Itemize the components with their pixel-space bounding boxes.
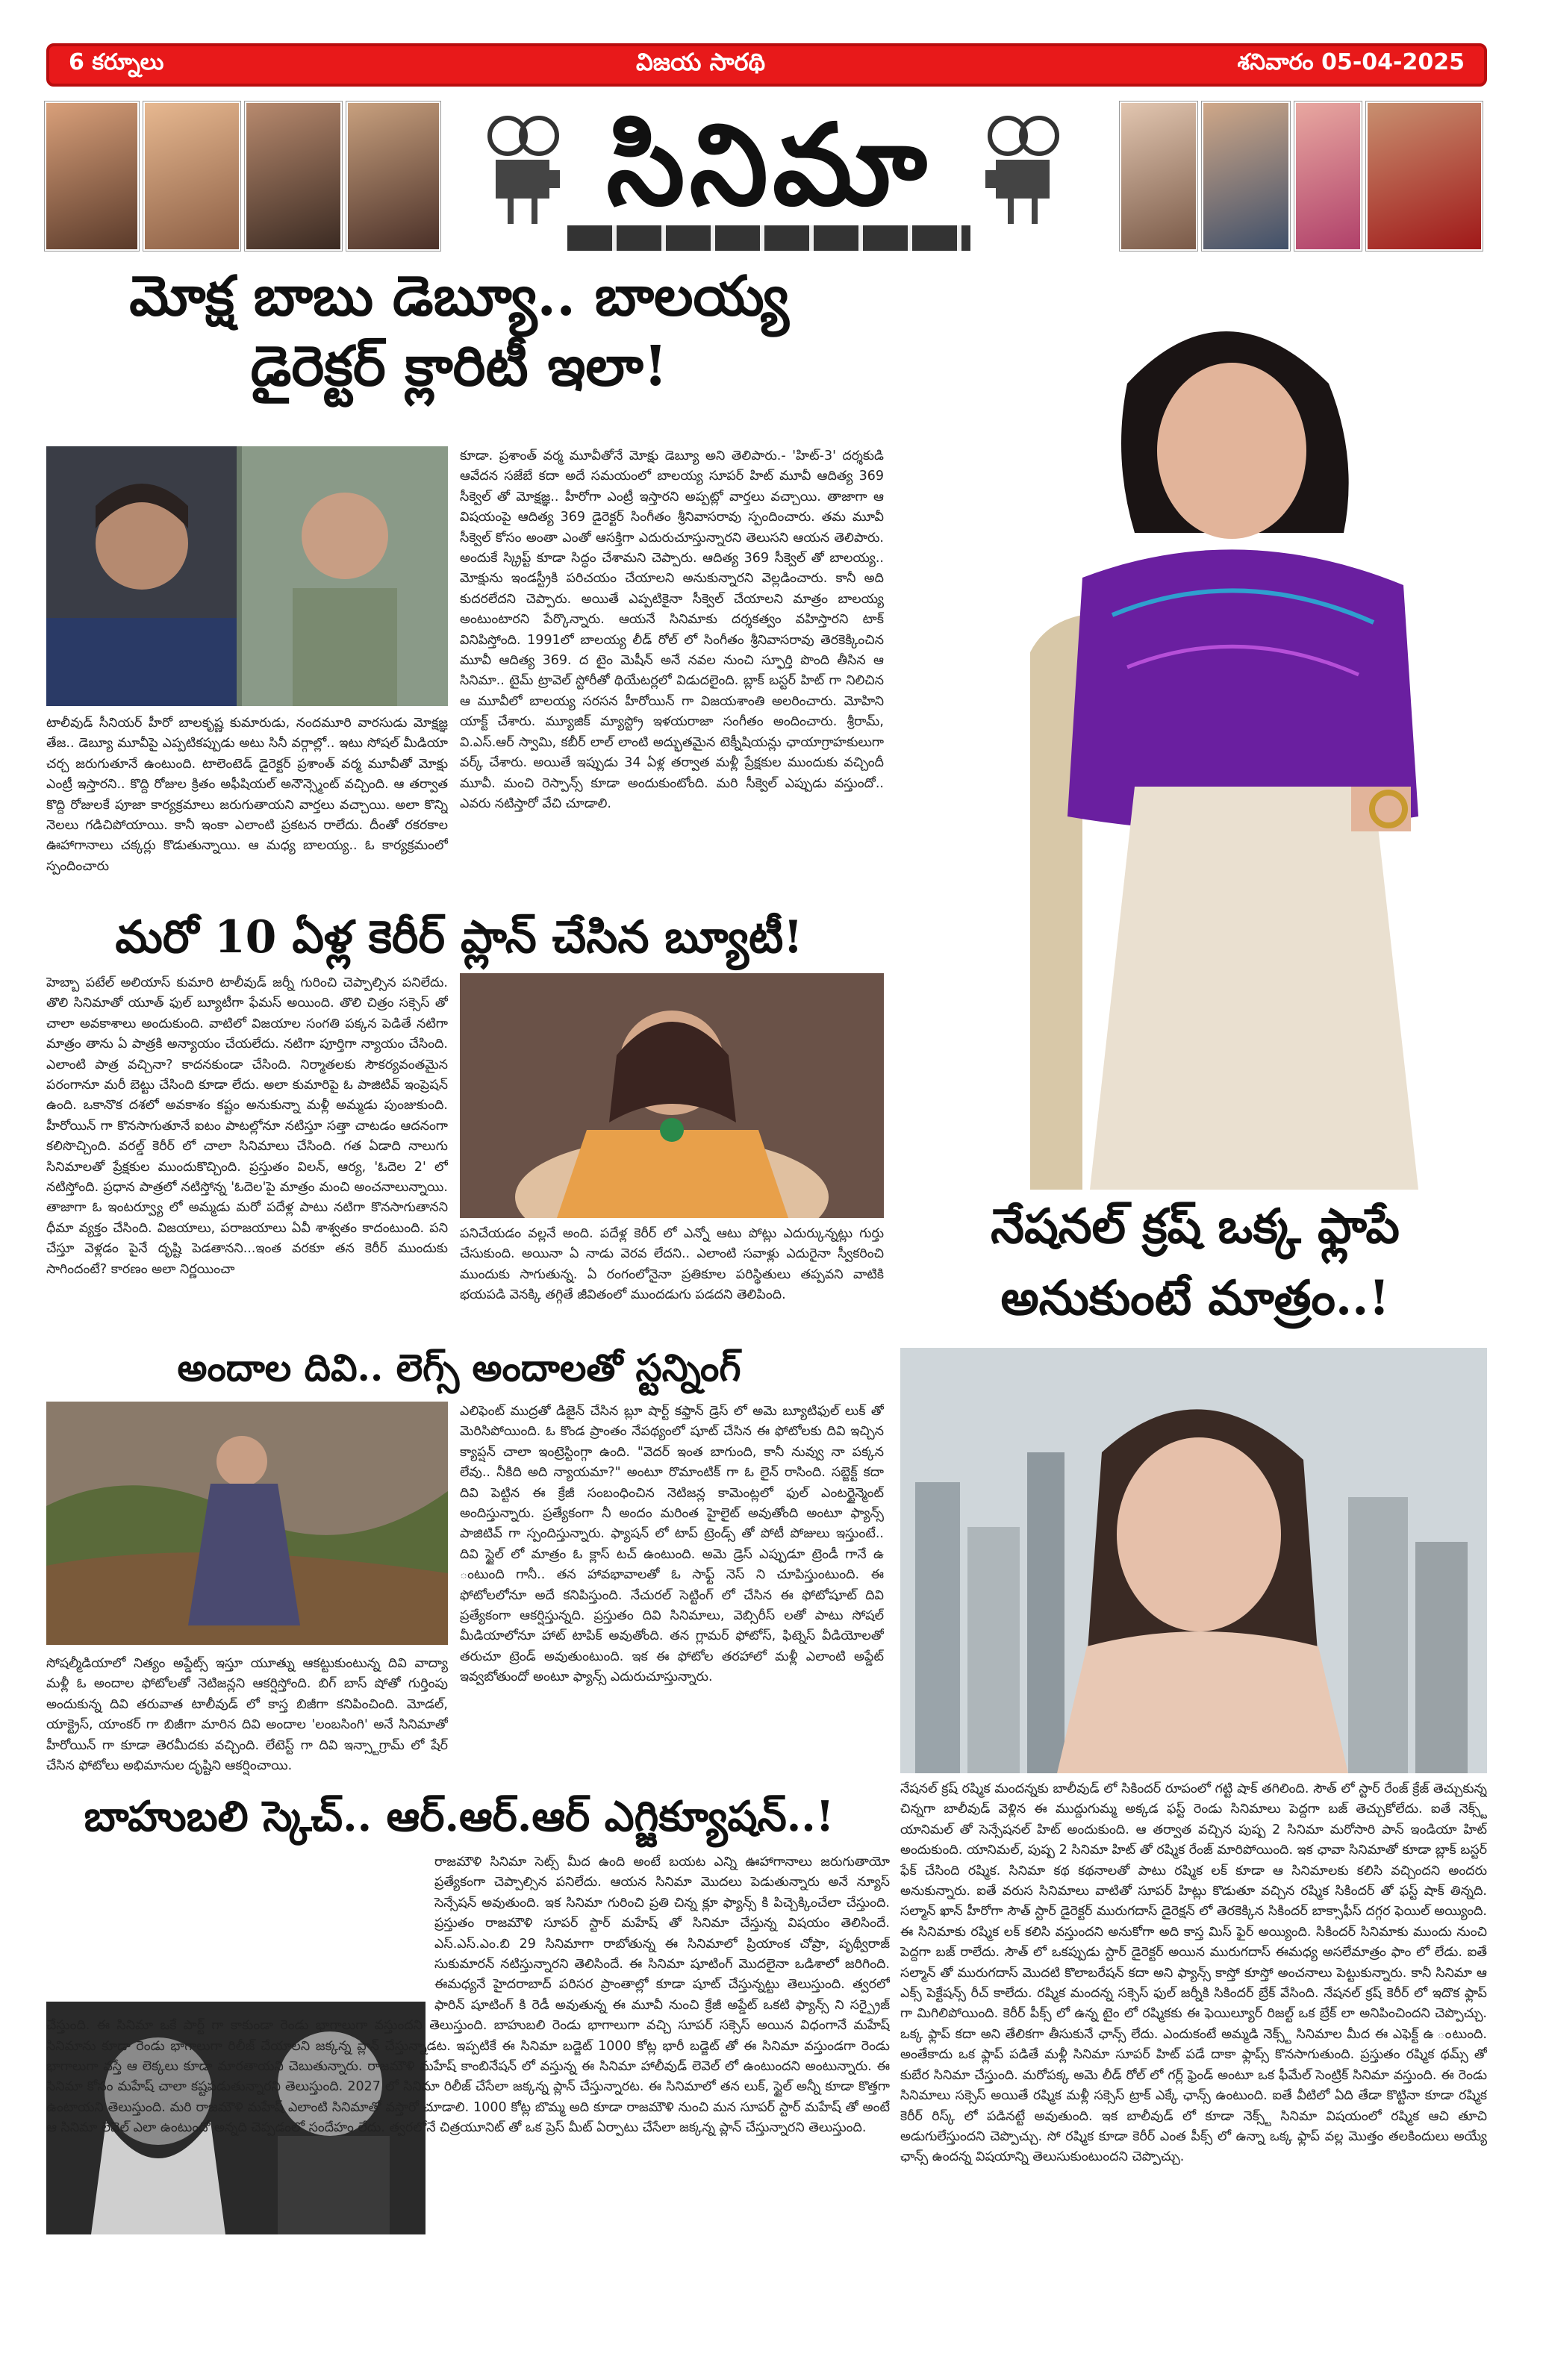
article-1-text-left: టాలీవుడ్ సీనియర్ హీరో బాలకృష్ణ కుమారుడు, నందమూరి వారసుడు మోక్షజ్ఞ తేజ.. డెబ్యూ మూవీపై ఎప్పటికప్పుడు అటు సినీ వర్గాల్లో.. ఇటు సోషల్ మీడియా చర్చ జరుగుతూనే ఉంటుంది. టాలెంటెడ్ డైరెక్టర్ ప్రశాంత్ వర్మ మూవీతో మోక్షు ఎంట్రీ ఇస్తారని.. కొద్ది రోజుల క్రితం అఫీషియల్ అనౌన్స్మెంట్ వచ్చింది. ఆ తర్వాత కొద్ది రోజులకే పూజా కార్యక్రమాలు జరుగుతాయని వార్తలు వచ్చాయి. అలా కొన్ని నెలలు గడిచిపోయాయి. కానీ ఇంకా ఎలాంటి ప్రకటన రాలేదు. దీంతో రకరకాల ఊహాగానాలు చక్కర్లు కొడుతున్నాయి. ఆ మధ్య బాలయ్య.. ఓ కార్యక్రమంలో స్పందించారు <box>46 716 448 874</box>
cinema-banner <box>485 99 1060 255</box>
article-5-text: నేషనల్ క్రష్ రష్మిక మందన్నకు బాలీవుడ్ లో సికిందర్ రూపంలో గట్టి షాక్ తగిలింది. సౌత్ లో స్టార్ రేంజ్ క్రేజ్ తెచ్చుకున్న చిన్నగా బాలీవుడ్ వెళ్లిన ఈ ముద్దుగుమ్మ అక్కడ ఫస్ట్ రెండు సినిమాలు పెద్దగా బజ్ తెచ్చుకోలేదు. ఐతే నెక్స్ట్ యానిమల్ తో సెన్సేషనల్ హిట్ అందుకుంది. ఆ తర్వాత వచ్చిన పుష్ప 2 సినిమా మరోసారి పాన్ ఇండియా హిట్ అందుకుంది. యానిమల్, పుష్ప 2 సినిమా హిట్ తో రష్మిక రేంజ్ మారిపోయింది. ఇక ఛావా సినిమాతో కూడా బ్లాక్ బస్టర్ ఫేక్ చేసింది రష్మిక. సినిమా కథ కథనాలతో పాటు రష్మిక లక్ కూడా ఆ సినిమాలకు కలిసి వచ్చిందని అందరు అనుకున్నారు. ఐతే వరుస సినిమాలు వాటితో సూపర్ హిట్లు కొడుతూ వచ్చిన రష్మిక సికిందర్ తో ఫస్ట్ షాక్ తిన్నది. సల్మాన్ ఖాన్ హీరోగా సౌత్ స్టార్ డైరెక్టర్ మురుగదాస్ డైరెక్షన్ లో తెరకెక్కిన సికిందర్ బాక్సాఫీస్ దగ్గర ఫెయిల్ అయ్యింది. ఈ సినిమాకు రష్మిక లక్ కలిసి వస్తుందని అనుకోగా అది కాస్త మిస్ ఫైర్ అయ్యింది. సికిందర్ సినిమాకు ముందు నుంచి పెద్దగా బజ్ రాలేదు. సౌత్ లో ఒకప్పుడు స్టార్ డైరెక్టర్ అయిన మురుగదాస్ ఈమధ్య అసలేమాత్రం ఫాం లో లేడు. ఐతే సల్మాన్ తో మురుగదాస్ మొదటి కొలాబరేషన్ కదా అని ఫ్యాన్స్ కాస్తో కూస్తో అంచనాలు పెట్టుకున్నారు. కానీ సినిమా ఆ ఎక్స్ పెక్టేషన్స్ రీచ్ కాలేదు. రష్మిక మందన్న సక్సెస్ ఫుల్ జర్నీకి సికిందర్ బ్రేక్ వేసింది. నేషనల్ క్రష్ కెరీర్ లో ఇదొక ఫ్లాప్ గా మిగిలిపోయింది. కెరీర్ పీక్స్ లో ఉన్న టైం లో రష్మికకు ఈ ఫెయిల్యూర్ రిజల్ట్ ఒక బ్రేక్ లా అనిపించిందని చెప్పొచ్చు. ఒక్క ఫ్లాప్ కదా అని తేలికగా తీసుకునే ఛాన్స్ లేదు. ఎందుకంటే అమ్మడి నెక్స్ట్ సినిమాల మీద ఈ ఎఫెక్ట్ ఉ ంటుంది. అంతేకాదు ఒక ఫ్లాప్ పడితే మళ్లీ సినిమా సూపర్ హిట్ పడే దాకా ఫ్లాప్స్ కొనసాగుతుంది. ప్రస్తుతం రష్మిక థమ్స్ తో కుబేర సినిమా చేస్తుంది. మరోపక్క అమె లీడ్ రోల్ లో గర్ల్ ఫ్రెండ్ అంటూ ఒక ఫీమేల్ సెంట్రిక్ సినిమా వస్తుంది. ఈ రెండు సినిమాలు సక్సెస్ అయితే రష్మిక మళ్లీ సక్సెస్ ట్రాక్ ఎక్కే ఛాన్స్ ఉంటుంది. ఐతే వీటిలో ఏది తేడా కొట్టినా కూడా రష్మిక కెరీర్ రిస్క్ లో పడినట్టే అవుతుంది. ఇక బాలీవుడ్ లో కూడా నెక్స్ట్ సినిమా విషయంలో రష్మిక ఆచి తూచి అడుగులేస్తుందని చెప్పొచ్చు. సో రష్మిక కూడా కెరీర్ ఎంత పీక్స్ లో ఉన్నా ఒక్క ఫ్లాప్ వల్ల మొత్తం తలకిందులు అయ్యే ఛాన్స్ ఉందన్న విషయాన్ని తెలుసుకుంటుందని చెప్పొచ్చు. <box>900 1781 1487 2165</box>
article-2-text-left: హెబ్బా పటేల్ అలియాస్ కుమారి టాలీవుడ్ జర్నీ గురించి చెప్పాల్సిన పనిలేదు. తొలి సినిమాతో యూత్ ఫుల్ బ్యూటీగా ఫేమస్ అయింది. తొలి చిత్రం సక్సెస్ తో చాలా అవకాశాలు అందుకుంది. వాటిలో విజయాల సంగతి పక్కన పెడితే నటిగా మాత్రం తాను ఏ పాత్రకి అన్యాయం చేయలేదు. నటిగా పూర్తిగా న్యాయం చేసింది. ఎలాంటి పాత్ర వచ్చినా? కాదనకుండా చేసింది. నిర్మాతలకు సౌకర్యవంతమైన పరంగానూ మరీ బెట్టు చేసింది కూడా లేదు. అలా కుమారిపై ఓ పాజిటివ్ ఇంప్రెషన్ ఉంది. ఒకానొక దశలో అవకాశం కష్టం అనుకున్నా మళ్లీ అమ్మడు పుంజుకుంది. హీరోయిన్ గా కొనసాగుతూనే ఐటం పాటల్లోనూ నటిస్తూ సత్తా చాటడం ఆదనంగా కలిసొచ్చింది. వరల్డ్ కెరీర్ లో చాలా సినిమాలు చేసింది. గత ఏడాది నాలుగు సినిమాలతో ప్రేక్షకుల ముందుకొచ్చింది. ప్రస్తుతం విలన్, ఆర్య, 'ఓదెల 2' లో నటిస్తోంది. ప్రధాన పాత్రలో నటిస్తోన్న 'ఓదెల'పై మాత్రం మంచి అంచనాలున్నాయి. తాజాగా ఓ ఇంటర్వ్యూ లో అమ్మడు మరో పదేళ్ల పాటు నటిగా కొనసాగుతానని ధీమా వ్యక్తం చేసింది. విజయాలు, పరాజయాలు ఏవీ శాశ్వతం కాదంటుంది. పని చేస్తూ వెళ్లడం పైనే దృష్టి పెడతానని...ఇంత వరకూ తన కెరీర్ ముందుకు సాగిందంటే? కారణం అలా నిర్ణయించా <box>46 975 448 1277</box>
article-4-headline: బాహుబలి స్కెచ్.. ఆర్.ఆర్.ఆర్ ఎగ్జిక్యూషన్..! <box>84 1792 835 1841</box>
strip-photo-actor-1 <box>143 101 240 251</box>
page-number: 6 కర్నూలు <box>69 49 164 75</box>
article-1-headline <box>30 261 888 402</box>
film-projector-icon <box>985 113 1060 225</box>
article-2-photo <box>460 973 884 1218</box>
article-5-headline-line-1: నేషనల్ క్రష్ ఒక్క ఫ్లాపే <box>991 1199 1400 1255</box>
photo-spacer <box>46 1852 434 2002</box>
issue-date: శనివారం 05-04-2025 <box>1237 49 1465 75</box>
article-2-headline: మరో 10 ఏళ్ల కెరీర్ ప్లాన్ చేసిన బ్యూటీ! <box>115 911 803 963</box>
article-1-text-right: కూడా. ప్రశాంత్ వర్మ మూవీతోనే మోక్షు డెబ్యూ అని తెలిపారు.- 'హిట్-3' దర్శకుడి ఆవేదన సజేబే కదా అదే సమయంలో బాలయ్య సూపర్ హిట్ మూవీ ఆదిత్య 369 సీక్వెల్ తో మోక్షజ్ఞ.. హీరోగా ఎంట్రీ ఇస్తారని అప్పట్లో వార్తలు వచ్చాయి. తాజాగా ఆ విషయంపై ఆదిత్య 369 డైరెక్టర్ సింగీతం శ్రీనివాసరావు స్పందించారు. తమ మూవీ సీక్వెల్ కోసం అంతా ఎంతో ఆసక్తిగా ఎదురుచూస్తున్నారని తెలుసని ఆయన తెలిపారు. అందుకే స్క్రిప్ట్ కూడా సిద్ధం చేశామని చెప్పారు. ఆదిత్య 369 సీక్వెల్ తో బాలయ్య.. మోక్షును ఇండస్ట్రీకి పరిచయం చేయాలని అనుకున్నారని వెల్లడించారు. కానీ అది కుదరలేదని చెప్పారు. అయితే ఎప్పటికైనా సీక్వెల్ చేయాలని మాత్రం బాలయ్య అంటుంటారని పేర్కొన్నారు. ఆయనే సినిమాకు దర్శకత్వం వహిస్తారని టాక్ వినిపిస్తోంది. 1991లో బాలయ్య లీడ్ రోల్ లో సింగీతం శ్రీనివాసరావు తెరకెక్కించిన మూవీ ఆదిత్య 369. ద టైం మెషీన్ అనే నవల నుంచి స్ఫూర్తి పొంది తీసిన ఆ సినిమా.. టైమ్ ట్రావెల్ స్టోరీతో థియేటర్లలో విడుదలైంది. బ్లాక్ బస్టర్ హిట్ గా నిలిచిన ఆ మూవీలో బాలయ్య సరసన హీరోయిన్ గా విజయశాంతి అలరించారు. మోహిని యాక్ట్ చేశారు. మ్యూజిక్ మ్యాస్ట్రో ఇళయరాజా సంగీతం అందించారు. శ్రీరామ్, వి.ఎస్.ఆర్ స్వామి, కబీర్ లాల్ లాంటి అద్భుతమైన టెక్నీషియన్లు ఛాయాగ్రాహకులుగా వర్క్ చేశారు. అయితే ఇప్పుడు 34 ఏళ్ల తర్వాత మళ్లీ ప్రేక్షకుల ముందుకు వచ్చిందీ మూవీ. మంచి రెస్పాన్స్ కూడా అందుకుంటోంది. మరి సీక్వెల్ ఎప్పుడు వస్తుందో.. ఎవరు నటిస్తారో వేచి చూడాలి. <box>460 449 884 811</box>
article-5-headline-line-2: అనుకుంటే మాత్రం..! <box>1000 1270 1390 1326</box>
article-1-photo <box>46 446 448 706</box>
strip-photo-actress-3 <box>1120 101 1197 251</box>
article-3-text-right: ఎలిఫెంట్ ముద్రతో డిజైన్ చేసిన బ్లూ షార్ట్ కఫ్తాన్ డ్రెస్ లో అమె బ్యూటిఫుల్ లుక్ తో మెరిసిపోయింది. ఓ కొండ ప్రాంతం నేపథ్యంలో షూట్ చేసిన ఈ ఫోటోలకు దివి ఇచ్చిన క్యాప్షన్ చాలా ఇంట్రెస్టింగ్గా ఉంది. "వెదర్ ఇంత బాగుంది, కానీ నువ్వు నా పక్కన లేవు.. నీకిది అది న్యాయమా?" అంటూ రొమాంటిక్ గా ఓ లైన్ రాసింది. సబ్జెక్ట్ కదా దివి పెట్టిన ఈ క్రేజీ సంబంధించిన నెటిజన్ల కామెంట్లలో ఫుల్ ఎంటర్టైన్మెంట్ అందిస్తున్నారు. ప్రత్యేకంగా నీ అందం మరింత హైలైట్ అవుతోంది అంటూ ఫ్యాన్స్ పాజిటివ్ గా స్పందిస్తున్నారు. ఫ్యాషన్ లో టాప్ ట్రెండ్స్ తో పోటీ పోజులు ఇస్తుంటే.. దివి స్టైల్ లో మాత్రం ఓ క్లాస్ టచ్ ఉంటుంది. అమె డ్రెస్ ఎప్పుడూ ట్రెండీ గానే ఉ ంటుంది గానీ.. తన హావభావాలతో ఓ సాఫ్ట్ నెస్ ని చూపిస్తుంటుంది. ఈ ఫోటోలలోనూ అదే కనిపిస్తుంది. నేచురల్ సెట్టింగ్ లో చేసిన ఈ ఫోటోషూట్ దివి ప్రత్యేకంగా ఆకర్షిస్తున్నది. ప్రస్తుతం దివి సినిమాలు, వెబ్సిరీస్ లతో పాటు సోషల్ మీడియాలోనూ హాట్ టాపిక్ అవుతోంది. తన గ్లామర్ ఫోటోస్, ఫిట్నెస్ వీడియోలతో తరుచూ ట్రెండ్ అవుతుంటుంది. ఇక ఈ ఫోటోల తరహాలో మళ్లీ ఎలాంటి అప్డేట్ ఇవ్వబోతుందో అంటూ ఫ్యాన్స్ ఎదురుచూస్తున్నారు. <box>460 1404 884 1685</box>
film-projector-icon <box>485 113 560 225</box>
section-title: సినిమా <box>606 99 932 231</box>
article-5-photo <box>900 1348 1487 1773</box>
article-3-text-left: సోషల్మీడియాలో నిత్యం అప్డేట్స్ ఇస్తూ యూత్ను ఆకట్టుకుంటున్న దివి వాద్యా మళ్లీ ఓ అందాల ఫోటోలతో నెటిజన్లని ఆకర్షిస్తోంది. బిగ్ బాస్ షోతో గుర్తింపు అందుకున్న దివి తరువాత టాలీవుడ్ లో కాస్త బిజీగా కనిపించింది. మోడల్, యాక్ట్రెస్, యాంకర్ గా బిజీగా మారిన దివి అందాల 'లంబసింగి' అనే సినిమాతో హీరోయిన్ గా కూడా తెరమీదకు వచ్చింది. లేటెస్ట్ గా దివి ఇన్స్టాగ్రామ్ లో షేర్ చేసిన ఫోటోలు అభిమానుల దృష్టిని ఆకర్షించాయి. <box>46 1656 448 1774</box>
header-band <box>46 43 1487 87</box>
strip-photo-actor-2 <box>346 101 440 251</box>
strip-photo-actor-4 <box>1366 101 1483 251</box>
strip-photo-actress-2 <box>245 101 342 251</box>
article-5-headline <box>900 1191 1490 1334</box>
strip-photo-actress-4 <box>1294 101 1362 251</box>
article-1-headline-line-2: డైరెక్టర్ క్లారిటీ ఇలా! <box>250 334 668 399</box>
strip-photo-actor-3 <box>1202 101 1290 251</box>
article-1-headline-line-1: మోక్ష బాబు డెబ్యూ.. బాలయ్య <box>129 264 789 328</box>
article-4-text-body: రాజమౌళి సినిమా సెట్స్ మీద ఉంది అంటే బయట ఎన్ని ఊహాగానాలు జరుగుతాయో ప్రత్యేకంగా చెప్పాల్సిన పనిలేదు. ఆయన సినిమా మొదలు పెడుతున్నారు అనే న్యూస్ సెన్సేషన్ అవుతుంది. ఇక సినిమా గురించి ప్రతి చిన్న క్లూ ఫ్యాన్స్ కి పిచ్చెక్కించేలా చేస్తుంది. ప్రస్తుతం రాజమౌళి సూపర్ స్టార్ మహేష్ తో సినిమా చేస్తున్న విషయం తెలిసిందే. ఎస్.ఎస్.ఎం.బి 29 సినిమాగా రాబోతున్న ఈ సినిమాలో ప్రియాంక చోప్రా, పృథ్వీరాజ్ సుకుమారన్ నటిస్తున్నారని తెలిసిందే. ఈ సినిమా షూటింగ్ మొదలైనా ఒడిశాలో జరిగింది. ఈమధ్యనే హైదరాబాద్ పరిసర ప్రాంతాల్లో కూడా షూట్ చేస్తున్నట్టు తెలుస్తుంది. త్వరలో ఫారిన్ షూటింగ్ కి రెడీ అవుతున్న ఈ మూవీ నుంచి క్రేజీ అప్డేట్ ఒకటి ఫ్యాన్స్ ని సర్ప్రైజ్ చేస్తుంది. ఈ సినిమా ఒకే పార్ట్ గా కాకుండా రెండు భాగాలుగా వస్తుందని తెలుస్తుంది. బాహుబలి రెండు భాగాలుగా వచ్చి సూపర్ సక్సెస్ అయిన విధంగానే మహేష్ సినిమాను కూడా రెండు భాగాలుగా రిలీజ్ చేయాలని జక్కన్న ప్లాన్ చేస్తున్నాడట. ఇప్పటికే ఈ సినిమా బడ్జెట్ 1000 కోట్ల భారీ బడ్జెట్ తో ఈ సినిమా వస్తుండగా రెండు భాగాలుగా వస్తే ఆ లెక్కలు కూడా మారతాయని చెబుతున్నారు. రాజమౌళి మహేష్ కాంబినేషన్ లో వస్తున్న ఈ సినిమా హాలీవుడ్ లెవెల్ లో ఉంటుందని అంటున్నారు. ఈ సినిమా కోసం మహేష్ చాలా కష్టపడుతున్నారని తెలుస్తుంది. 2027 లో సినిమా రిలీజ్ చేసేలా జక్కన్న ప్లాన్ చేస్తున్నారట. ఈ సినిమాలో తన లుక్, స్టైల్ అన్నీ కూడా కొత్తగా ఉంటాయని తెలుస్తుంది. మరి రాజమౌళి మహేష్ ఎలాంటి సినిమాతో వస్తారో చూడాలి. 1000 కోట్ల బొమ్మ అది కూడా రాజమౌళి నుంచి మన సూపర్ స్టార్ మహేష్ తో అంటే ఆ సినిమా లెవెల్ ఎలా ఉంటుందో అన్నది చెప్పడంలో సందేహం లేదు. త్వరలోనే చిత్రయూనిట్ తో ఒక ప్రెస్ మీట్ ఏర్పాటు చేసేలా జక్కన్న ప్లాన్ చేస్తున్నారని తెలుస్తుంది. <box>46 1855 890 2136</box>
paper-name: విజయ సారథి <box>636 48 766 76</box>
article-2-text-right: పనిచేయడం వల్లనే అంది. పదేళ్ల కెరీర్ లో ఎన్నో ఆటు పోట్లు ఎదుర్కున్నట్లు గుర్తు చేసుకుంది. అయినా ఏ నాడు వెరవ లేదని.. ఎలాంటి సవాళ్లు ఎదురైనా స్వీకరించి ముందుకు సాగుతున్న. ఏ రంగంలోనైనా ప్రతికూల పరిస్థితులు తప్పవని వాటికి భయపడి వెనక్కి తగ్గితే జీవితంలో ముందడుగు పడదని తెలిపింది. <box>460 1226 884 1303</box>
featured-actress-photo <box>1000 264 1463 1190</box>
article-3-photo <box>46 1402 448 1645</box>
strip-photo-actress-1 <box>45 101 139 251</box>
article-4-text <box>46 1852 890 2360</box>
article-3-headline: అందాల దివి.. లెగ్స్ అందాలతో స్టన్నింగ్ <box>177 1346 741 1390</box>
